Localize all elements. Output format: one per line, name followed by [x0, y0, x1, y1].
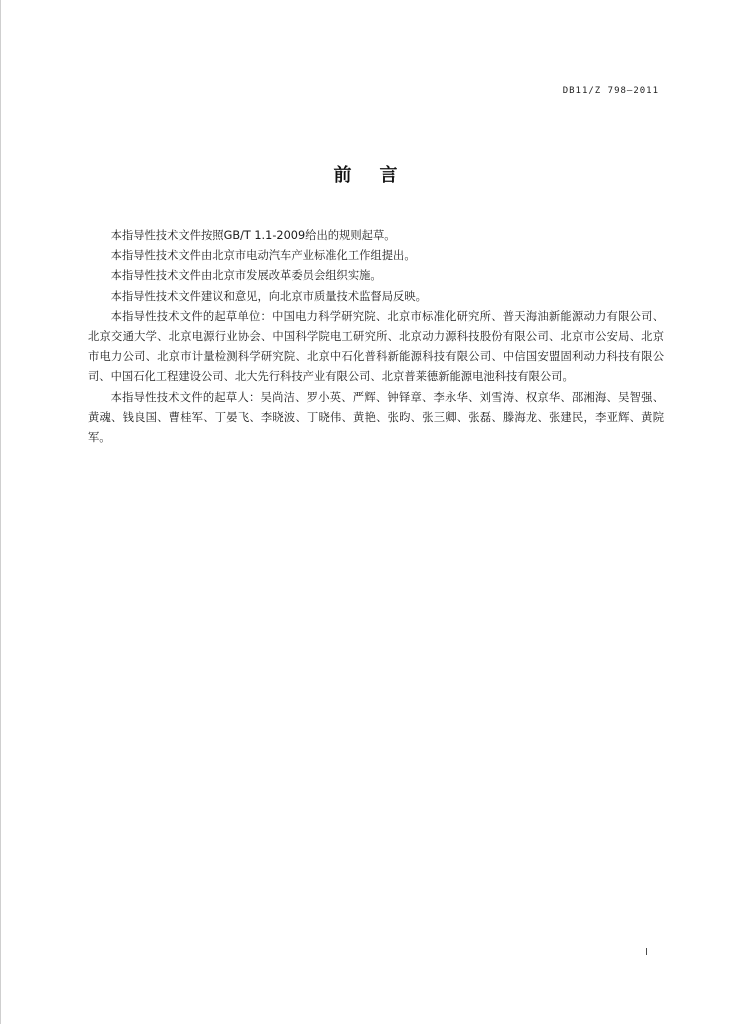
- paragraph-drafting-units: 本指导性技术文件的起草单位：中国电力科学研究院、北京市标准化研究所、普天海油新能源动力有限公司、北京交通大学、北京电源行业协会、中国科学院电工研究所、北京动力源科技股份有限公司、北京市公安局、北京市电力公司、北京市计量检测科学研究院、北京中石化普科新能源科技有限公司、中信国安盟固利动力科技有限公司、中国石化工程建设公司、北大先行科技产业有限公司、北京普莱德新能源电池科技有限公司。: [88, 309, 664, 384]
- page-number: I: [645, 947, 648, 958]
- preface-body: [88, 226, 664, 448]
- paragraph-organizer: 本指导性技术文件由北京市发展改革委员会组织实施。: [110, 269, 382, 283]
- paragraph-drafting-rules: 本指导性技术文件按照GB/T 1.1-2009给出的规则起草。: [110, 229, 396, 242]
- paragraph-proposer: 本指导性技术文件由北京市电动汽车产业标准化工作组提出。: [110, 249, 416, 263]
- page-edge-line: [0, 0, 1, 1024]
- document-code: DB11/Z 798—2011: [562, 86, 659, 96]
- paragraph-feedback: 本指导性技术文件建议和意见，向北京市质量技术监督局反映。: [110, 289, 427, 303]
- page-title: 前言: [333, 165, 426, 186]
- paragraph-drafters: 本指导性技术文件的起草人：吴尚洁、罗小英、严辉、钟铎章、李永华、刘雪涛、权京华、邵湘海、吴智强、黄魂、钱良国、曹桂军、丁晏飞、李晓波、丁晓伟、黄艳、张昀、张三卿、张磊、滕海龙、张建民，李亚辉、黄院军。: [88, 390, 664, 445]
